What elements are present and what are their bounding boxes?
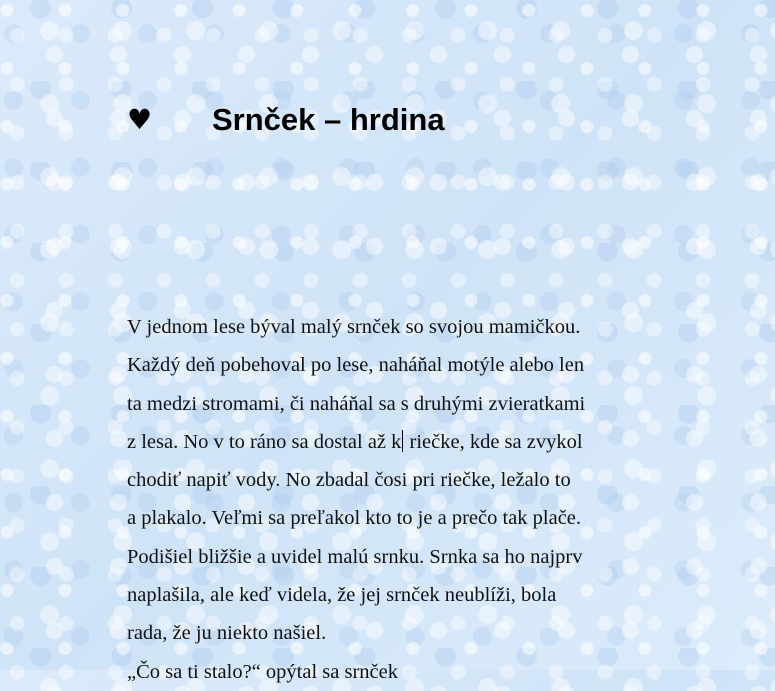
text-line: rada, že ju niekto našiel. [127, 622, 327, 645]
heart-icon: ♥ [127, 103, 153, 136]
text-line: Každý deň pobehoval po lese, naháňal motýle alebo len [127, 354, 585, 377]
title-row [127, 100, 445, 140]
text-line: Podišiel bližšie a uvidel malú srnku. Srnka sa ho najprv [127, 545, 583, 568]
text-segment: riečke, kde sa zvykol [404, 430, 583, 453]
text-line: naplašila, ale keď videla, že jej srnček neublíži, bola [127, 584, 557, 607]
story-text[interactable] [127, 308, 647, 691]
text-line: V jednom lese býval malý srnček so svojou mamičkou. [127, 316, 581, 338]
text-line: a plakalo. Veľmi sa preľakol kto to je a prečo tak plače. [127, 507, 582, 530]
text-line: „Čo sa ti stalo?“ opýtal sa srnček [127, 660, 398, 683]
text-segment: z lesa. No v to ráno sa dostal až k [127, 430, 402, 453]
text-line: chodiť napiť vody. No zbadal čosi pri riečke, ležalo to [127, 469, 571, 492]
document-title: Srnček – hrdina [212, 102, 445, 137]
text-line-with-cursor [127, 423, 647, 461]
text-line: ta medzi stromami, či naháňal sa s druhými zvieratkami [127, 392, 586, 415]
